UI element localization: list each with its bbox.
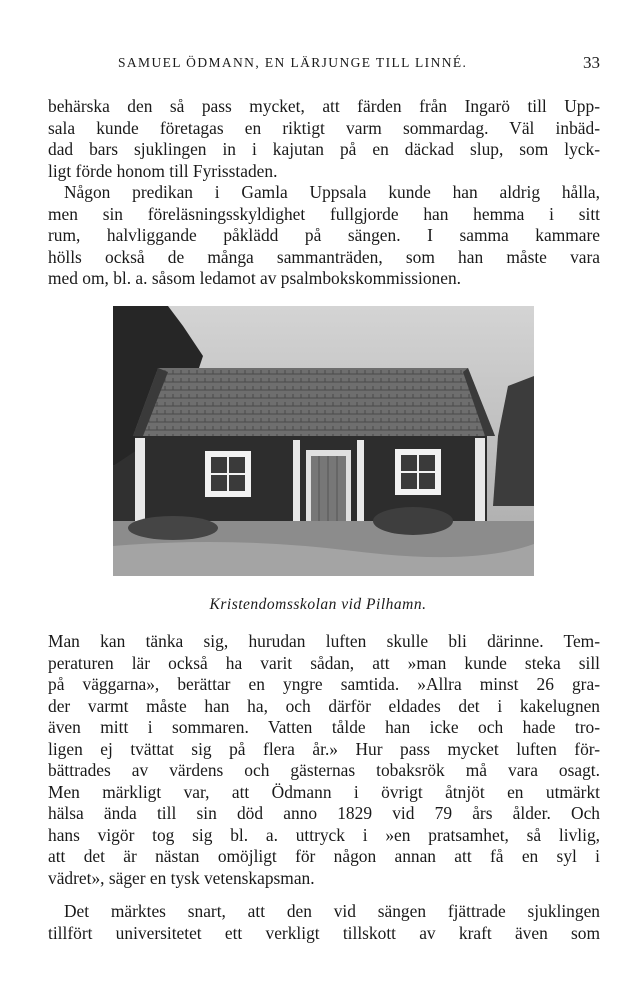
- running-title: SAMUEL ÖDMANN, EN LÄRJUNGE TILL LINNÉ.: [118, 55, 468, 70]
- text-line: peraturen lär också ha varit sådan, att »man kunde steka sill: [48, 652, 600, 673]
- text-line: att det är nästan omöjligt för någon annan att få en syl i: [48, 846, 600, 866]
- text-line: rum, halvliggande påklädd på sängen. I samma kammare: [48, 225, 600, 245]
- paragraph: [48, 901, 600, 944]
- text-line: Någon predikan i Gamla Uppsala kunde han aldrig hålla,: [64, 182, 600, 202]
- text-line: Men märkligt var, att Ödmann i övrigt åtnjöt en utmärkt: [48, 781, 600, 802]
- figure-caption: Kristendomsskolan vid Pilhamn.: [209, 596, 427, 613]
- page-number: 33: [583, 53, 600, 72]
- text-line: med om, bl. a. såsom ledamot av psalmbokskommissionen.: [48, 268, 461, 288]
- text-line: ligt förde honom till Fyrisstaden.: [48, 160, 278, 181]
- text-line: vädret», säger en tysk vetenskapsman.: [48, 867, 315, 888]
- text-line: Man kan tänka sig, hurudan luften skulle bli därinne. Tem-: [48, 631, 600, 651]
- text-line: även mitt i sommaren. Vatten tålde han icke och hade tro-: [48, 717, 600, 737]
- text-line: sala kunde företagas en riktigt varm sommardag. Väl inbäd-: [48, 117, 600, 138]
- paragraph: [48, 631, 600, 889]
- text-line: hölls också de många sammanträden, som han måste vara: [48, 246, 600, 267]
- text-block-top: [48, 96, 600, 290]
- text-line: bättrades av värdens och gästernas tobaksrök må vara osagt.: [48, 760, 600, 780]
- text-line: ligen ej tvättat sig på flera år.» Hur pass mycket luften för-: [48, 738, 600, 759]
- schoolhouse-photo-image: [113, 306, 534, 576]
- running-header: [118, 55, 600, 71]
- text-line: hans vigör tog sig bl. a. uttryck i »en pratsamhet, så livlig,: [48, 824, 600, 845]
- text-block-bottom: [48, 631, 600, 944]
- paragraph: [48, 96, 600, 182]
- text-line: behärska den så pass mycket, att färden från Ingarö till Upp-: [48, 96, 600, 116]
- text-line: Det märktes snart, att den vid sängen fjättrade sjuklingen: [64, 901, 600, 921]
- text-line: der varmt måste han ha, och därför eldades det i kakelugnen: [48, 695, 600, 716]
- text-line: dad bars sjuklingen in i kajutan på en däckad slup, som lyck-: [48, 139, 600, 159]
- paragraph: [48, 182, 600, 290]
- text-line: tillfört universitetet ett verkligt tillskott av kraft även som: [48, 922, 600, 943]
- photograph-schoolhouse: [113, 306, 534, 576]
- text-line: på väggarna», berättar en yngre samtida. »Allra minst 26 gra-: [48, 674, 600, 694]
- text-line: hälsa ända till sin död anno 1829 vid 79 års ålder. Och: [48, 803, 600, 823]
- text-line: men sin föreläsningsskyldighet fullgjorde han hemma i sitt: [48, 203, 600, 224]
